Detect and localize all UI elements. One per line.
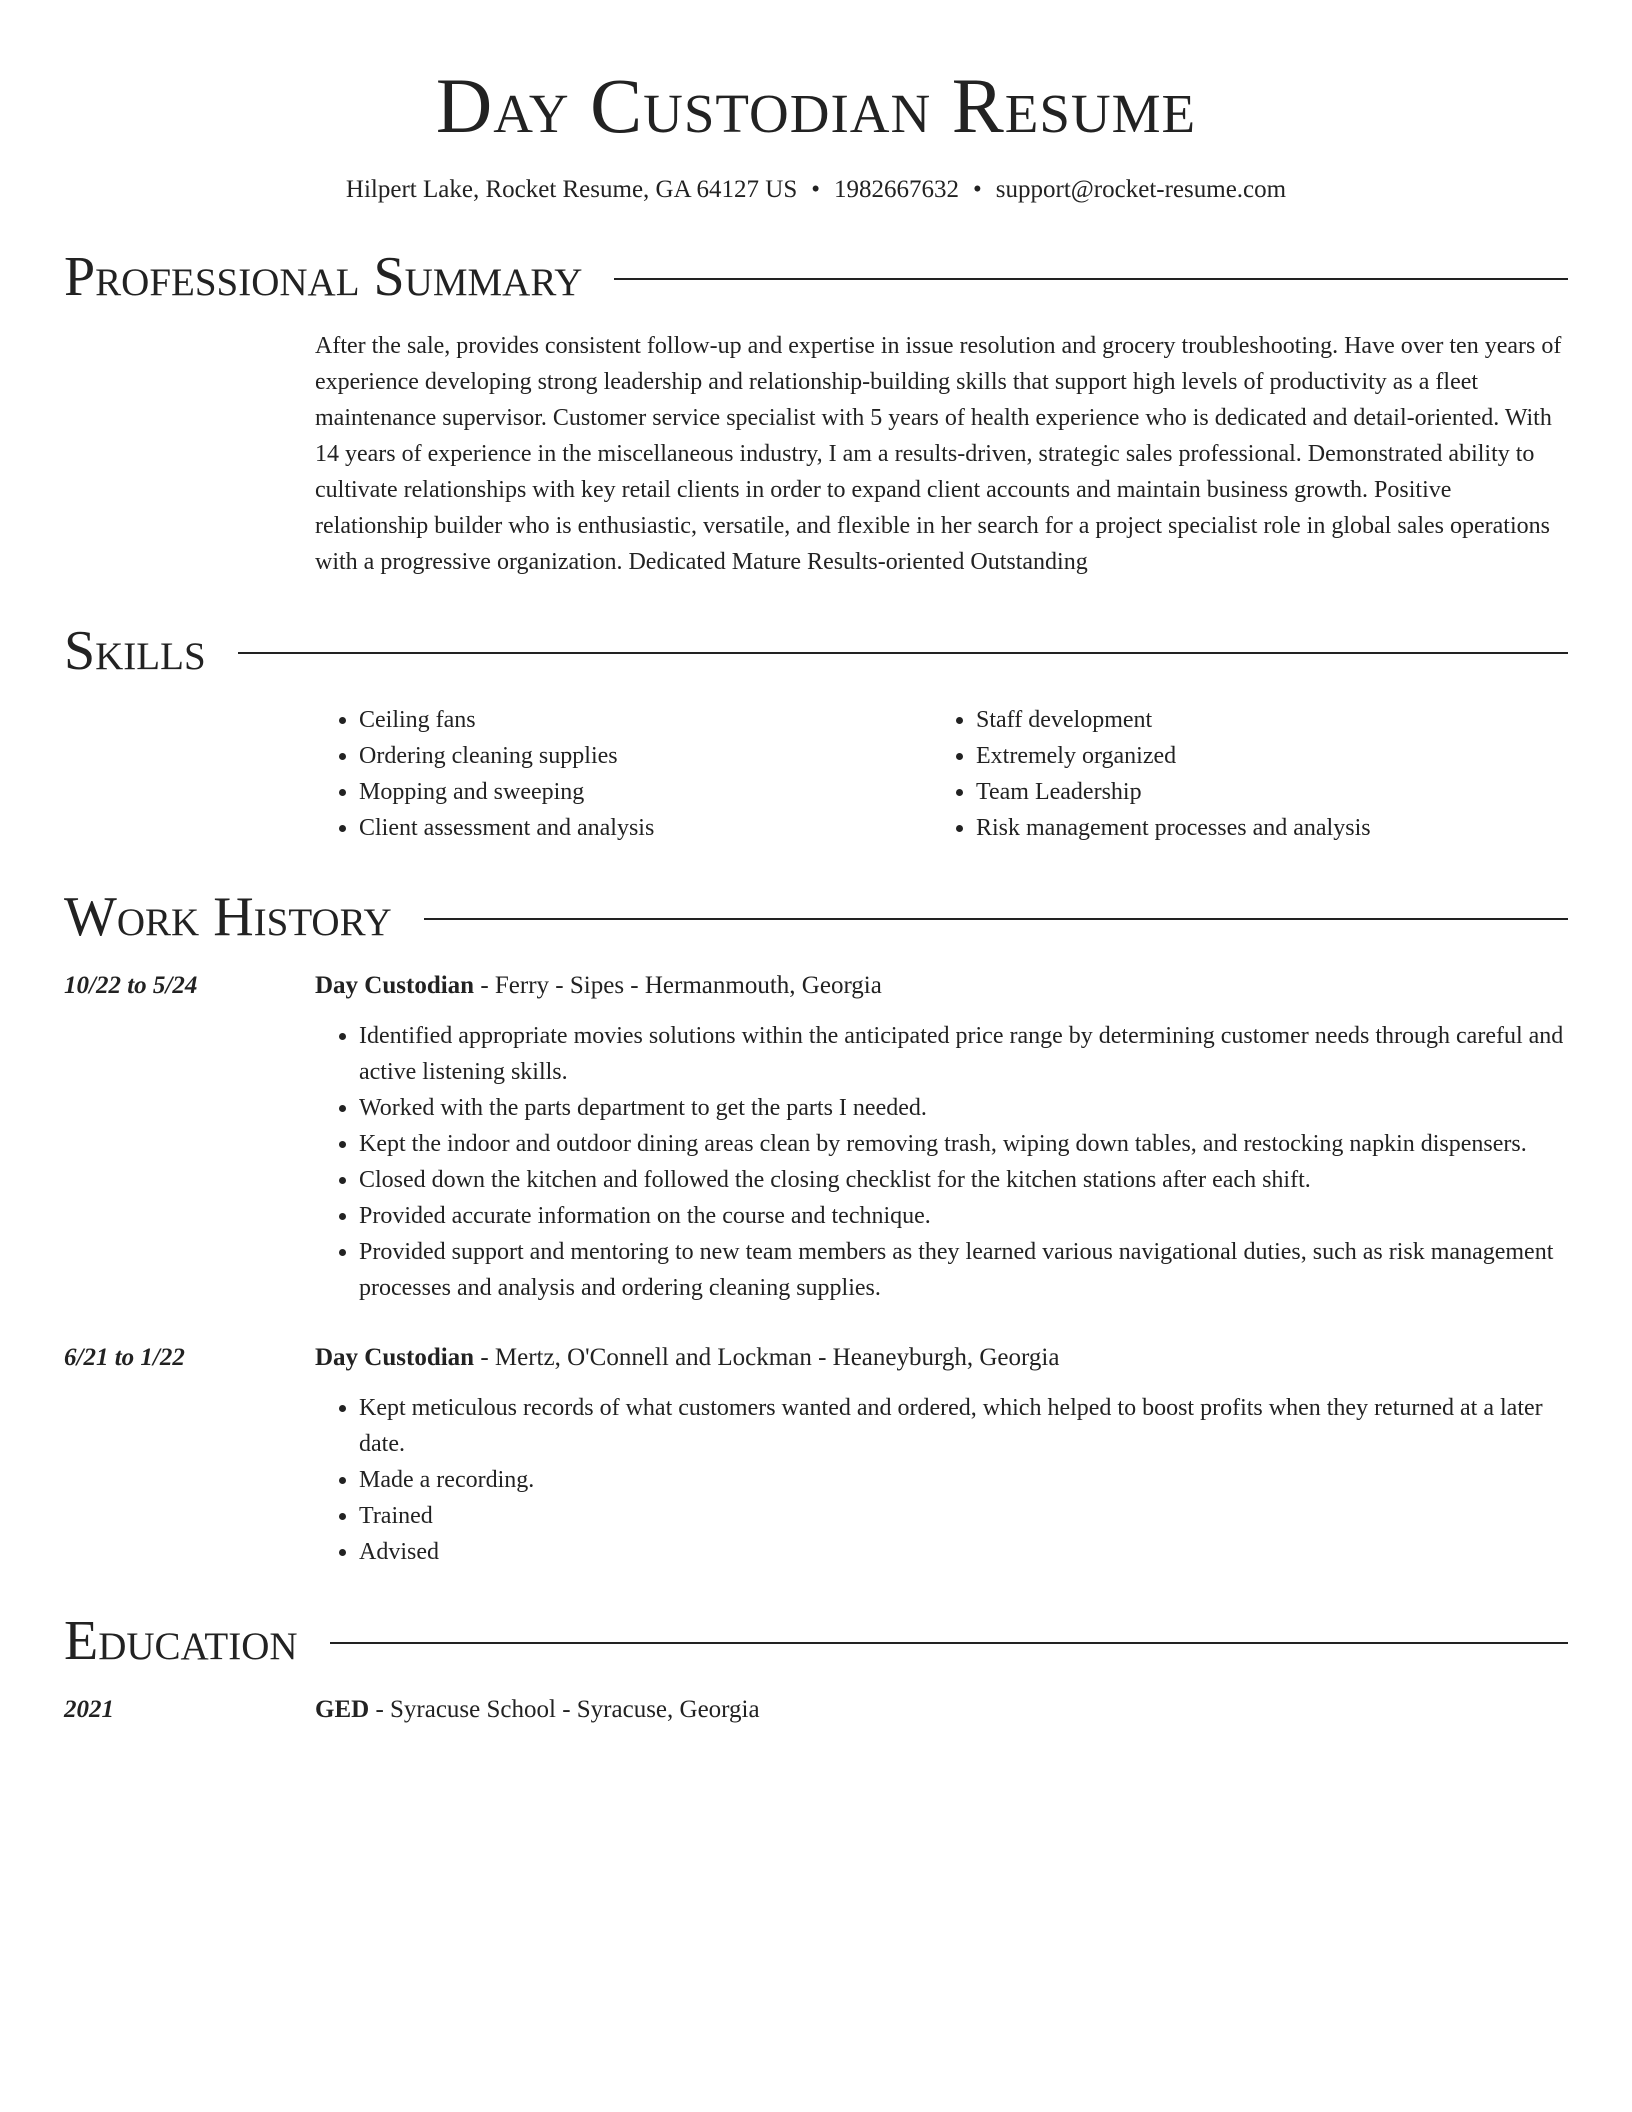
section-divider (424, 918, 1568, 920)
skills-heading: Skills (64, 620, 206, 682)
job-details: - Mertz, O'Connell and Lockman - Heaneyburgh, Georgia (474, 1344, 1060, 1371)
job-bullet: • Identified appropriate movies solutions within the anticipated price range by determining customer needs through careful and active listening skills. (359, 1018, 1568, 1090)
job-bullets (315, 1390, 1568, 1570)
section-divider (614, 278, 1568, 280)
job-bullet: • Advised (359, 1534, 1568, 1570)
job-entry (64, 1340, 1568, 1570)
job-dates: 10/22 to 5/24 (64, 972, 198, 999)
education-entry (64, 1692, 1568, 1728)
job-bullets (315, 1018, 1568, 1306)
resume-page (64, 0, 1568, 1728)
skills-column-right (932, 702, 1549, 846)
job-bullet: • Trained (359, 1498, 1568, 1534)
job-heading (315, 1340, 1568, 1376)
summary-text: After the sale, provides consistent follow-up and expertise in issue resolution and grocery troubleshooting. Have over ten years of experience developing strong leadership and relationship-building skills that support high levels of productivity as a fleet maintenance supervisor. Customer service specialist with 5 years of health experience who is dedicated and detail-oriented. With 14 years of experience in the miscellaneous industry, I am a results-driven, strategic sales professional. Demonstrated ability to cultivate relationships with key retail clients in order to expand client accounts and maintain business growth. Positive relationship builder who is enthusiastic, versatile, and flexible in her search for a project specialist role in global sales operations with a progressive organization. Dedicated Mature Results-oriented Outstanding (315, 333, 1562, 575)
job-details: - Ferry - Sipes - Hermanmouth, Georgia (474, 972, 882, 999)
skill-item: • Ceiling fans (359, 702, 932, 738)
skill-item: • Extremely organized (976, 738, 1549, 774)
job-title: Day Custodian (315, 972, 475, 999)
work-heading: Work History (64, 886, 392, 948)
job-bullet: • Provided support and mentoring to new team members as they learned various navigational duties, such as risk management processes and analysis and ordering cleaning supplies. (359, 1234, 1568, 1306)
job-bullet: • Worked with the parts department to get the parts I needed. (359, 1090, 1568, 1126)
job-dates: 6/21 to 1/22 (64, 1344, 185, 1371)
job-heading (315, 968, 1568, 1004)
job-bullet: • Kept meticulous records of what customers wanted and ordered, which helped to boost profits when they returned at a later date. (359, 1390, 1568, 1462)
education-section-header (64, 1610, 1568, 1672)
skills-section-header (64, 620, 1568, 682)
job-entry (64, 968, 1568, 1306)
summary-heading: Professional Summary (64, 246, 583, 308)
education-degree: GED (315, 1696, 370, 1723)
contact-separator: • (973, 176, 982, 203)
work-section-header (64, 886, 1568, 948)
section-divider (330, 1642, 1568, 1644)
page-title: Day Custodian Resume (435, 62, 1197, 149)
skills-list (315, 702, 1568, 846)
job-bullet: • Provided accurate information on the course and technique. (359, 1198, 1568, 1234)
job-bullet: • Kept the indoor and outdoor dining areas clean by removing trash, wiping down tables, and restocking napkin dispensers. (359, 1126, 1568, 1162)
job-title: Day Custodian (315, 1344, 475, 1371)
education-heading: Education (64, 1610, 298, 1672)
skill-item: • Ordering cleaning supplies (359, 738, 932, 774)
skill-item: • Client assessment and analysis (359, 810, 932, 846)
contact-line (64, 174, 1568, 206)
contact-separator: • (811, 176, 821, 203)
contact-phone: 1982667632 (834, 176, 960, 203)
contact-email: support@rocket-resume.com (995, 176, 1287, 203)
education-body (315, 1692, 1568, 1728)
education-heading-line (315, 1692, 1568, 1728)
skill-item: • Team Leadership (976, 774, 1549, 810)
section-divider (238, 652, 1568, 654)
skills-column-left (315, 702, 932, 846)
skill-item: • Mopping and sweeping (359, 774, 932, 810)
summary-section-header (64, 246, 1568, 308)
job-bullet: • Made a recording. (359, 1462, 1568, 1498)
contact-address: Hilpert Lake, Rocket Resume, GA 64127 US (345, 176, 798, 203)
skill-item: • Risk management processes and analysis (976, 810, 1549, 846)
job-body (315, 968, 1568, 1306)
job-bullet: • Closed down the kitchen and followed the closing checklist for the kitchen stations after each shift. (359, 1162, 1568, 1198)
education-year: 2021 (64, 1696, 114, 1723)
job-body (315, 1340, 1568, 1570)
skill-item: • Staff development (976, 702, 1549, 738)
education-details: - Syracuse School - Syracuse, Georgia (369, 1696, 760, 1723)
